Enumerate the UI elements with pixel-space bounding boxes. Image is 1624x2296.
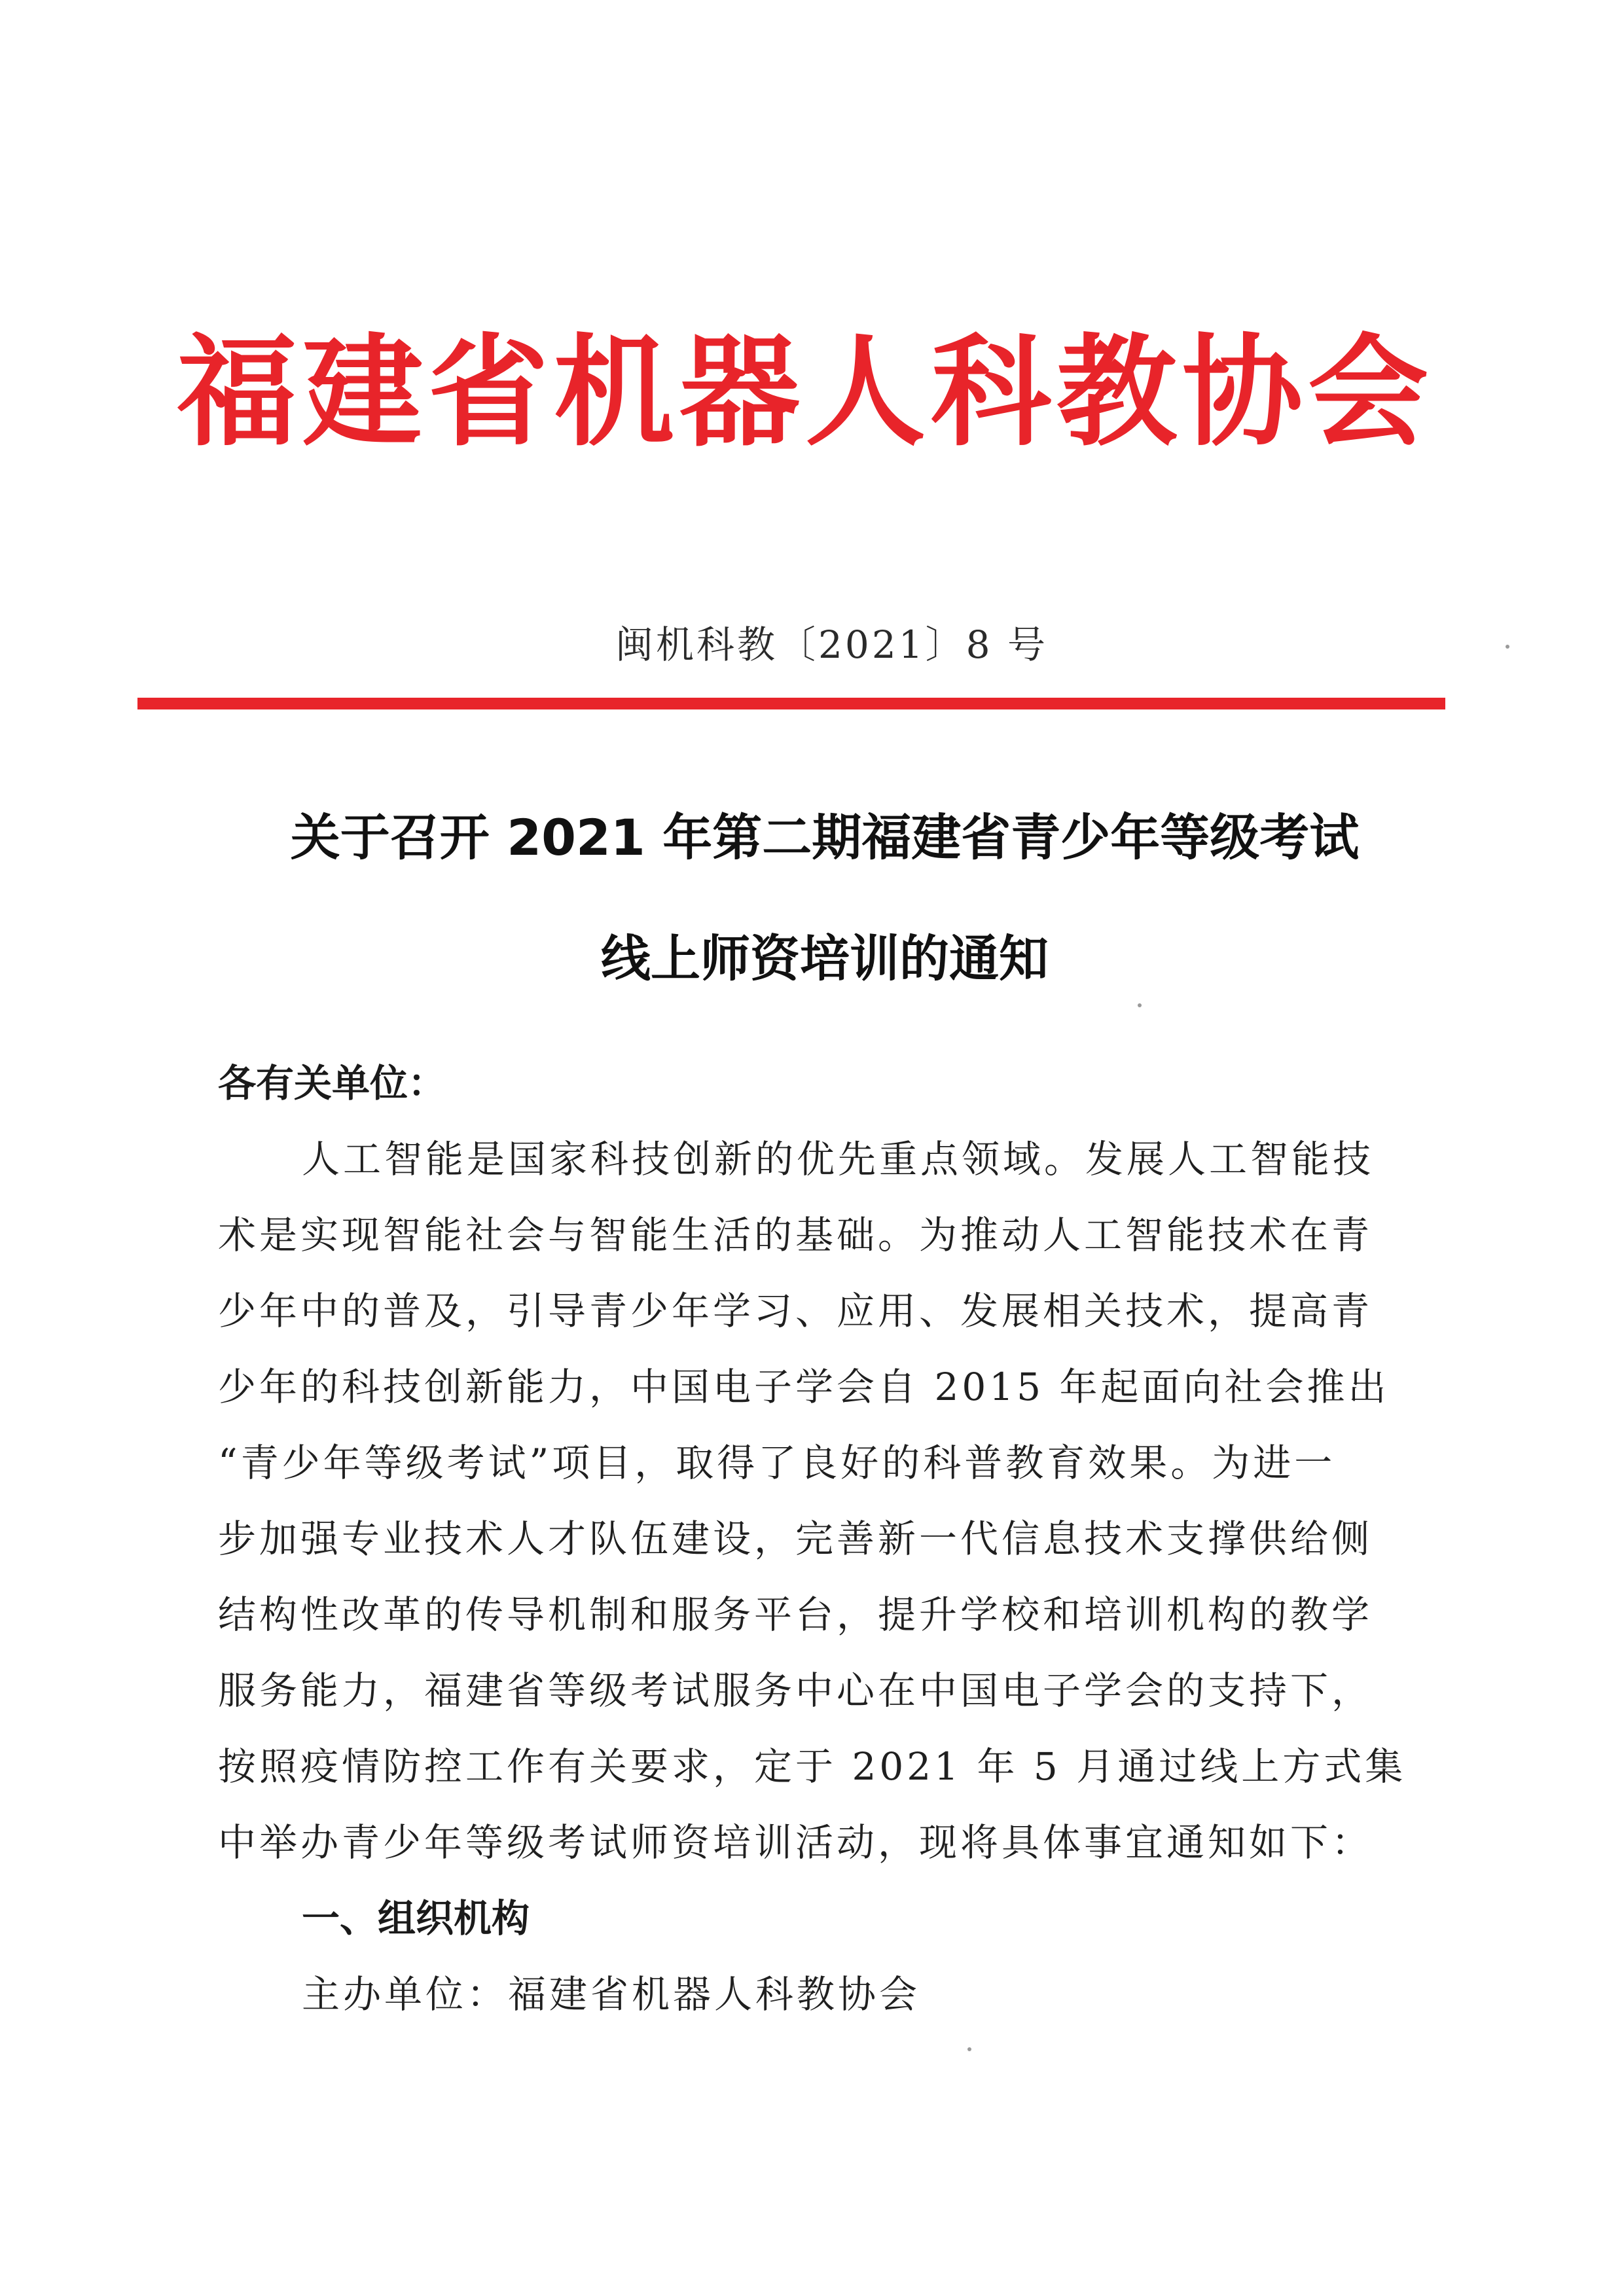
organizer-line: 主办单位：福建省机器人科教协会: [302, 1972, 921, 2017]
notice-title-line-2: 线上师资培训的通知: [601, 929, 1049, 988]
paragraph-line: 步加强专业技术人才队伍建设，完善新一代信息技术支撑供给侧: [218, 1516, 1373, 1561]
paragraph-line: 人工智能是国家科技创新的优先重点领域。发展人工智能技: [302, 1137, 1375, 1181]
notice-body: [218, 1046, 1416, 2032]
salutation: 各有关单位：: [218, 1061, 446, 1105]
scan-speck: [967, 2047, 971, 2051]
paragraph-line: 少年的科技创新能力，中国电子学会自 2015 年起面向社会推出: [218, 1365, 1390, 1409]
notice-title-line-1: 关于召开 2021 年第二期福建省青少年等级考试: [290, 808, 1360, 867]
paragraph-line: 服务能力，福建省等级考试服务中心在中国电子学会的支持下，: [218, 1668, 1373, 1713]
paragraph-line: 按照疫情防控工作有关要求，定于 2021 年 5 月通过线上方式集: [218, 1744, 1407, 1789]
red-divider-line: [137, 698, 1445, 709]
organization-letterhead: 福建省机器人科教协会: [177, 323, 1434, 463]
paragraph-line: 少年中的普及，引导青少年学习、应用、发展相关技术，提高青: [218, 1289, 1373, 1333]
paragraph-line: 结构性改革的传导机制和服务平台，提升学校和培训机构的教学: [218, 1592, 1373, 1637]
paragraph-line: 术是实现智能社会与智能生活的基础。为推动人工智能技术在青: [218, 1213, 1373, 1257]
section-heading-organization: 一、组织机构: [302, 1896, 530, 1941]
paragraph-line: “青少年等级考试”项目，取得了良好的科普教育效果。为进一: [218, 1441, 1336, 1485]
scan-speck: [1138, 1003, 1142, 1007]
paragraph-line: 中举办青少年等级考试师资培训活动，现将具体事宜通知如下：: [218, 1820, 1373, 1865]
scan-speck: [1506, 645, 1509, 649]
document-number: 闽机科教〔2021〕8 号: [615, 622, 1048, 667]
